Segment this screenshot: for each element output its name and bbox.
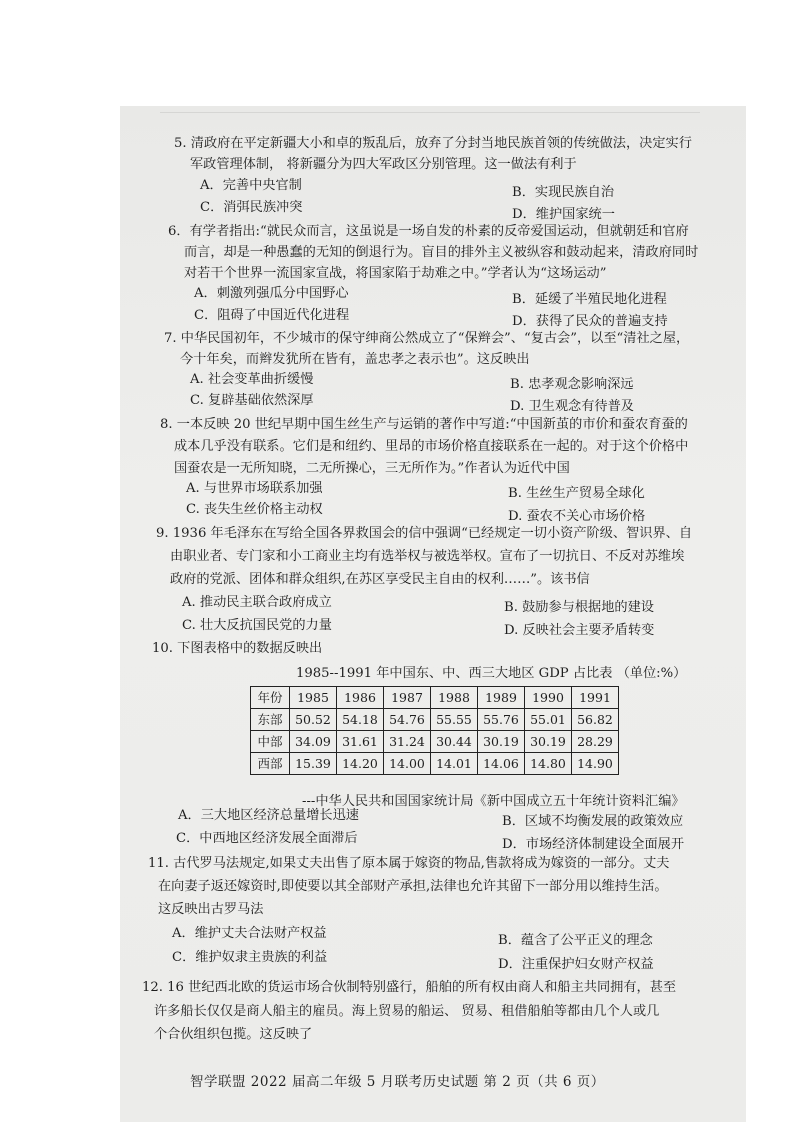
q11-option-c: C．维护奴隶主贵族的利益 — [172, 950, 328, 965]
q8-option-a: A. 与世界市场联系加强 — [186, 481, 323, 496]
q10-option-b: B．区域不均衡发展的政策效应 — [502, 814, 684, 829]
table-cell: 55.76 — [478, 709, 525, 731]
q11-stem-line-3: 这反映出古罗马法 — [158, 902, 264, 917]
table-title: 1985--1991 年中国东、中、西三大地区 GDP 占比表 （单位:%） — [296, 666, 687, 681]
q9-option-d: D. 反映社会主要矛盾转变 — [504, 623, 655, 638]
q6-option-b: B．延缓了半殖民地化进程 — [512, 292, 667, 307]
q11-stem-line-1: 11. 古代罗马法规定,如果丈夫出售了原本属于嫁资的物品,售款将成为嫁资的一部分。丈夫 — [148, 856, 670, 871]
q6-stem-line-2: 而言，却是一种愚蠢的无知的倒退行为。盲目的排外主义被纵容和鼓动起来，清政府同时 — [184, 245, 699, 260]
table-cell: 30.19 — [478, 731, 525, 753]
table-cell: 30.19 — [525, 731, 572, 753]
table-cell: 50.52 — [290, 709, 337, 731]
q9-stem-line-2: 由职业者、专门家和小工商业主均有选举权与被选举权。宣布了一切抗日、不反对苏维埃 — [170, 549, 685, 564]
table-cell: 14.90 — [572, 753, 619, 775]
table-cell: 14.80 — [525, 753, 572, 775]
q6-stem-line-3: 对若干个世界一流国家宣战，将国家陷于劫难之中。”学者认为“这场运动” — [184, 266, 607, 281]
q6-stem-line-1: 6．有学者指出:“就民众而言，这虽说是一场自发的朴素的反帝爱国运动，但就朝廷和官府 — [168, 224, 689, 239]
q6-option-c: C．阻碍了中国近代化进程 — [194, 308, 350, 323]
q7-stem-line-2: 今十年矣，而辫发犹所在皆有，盖忠孝之表示也”。这反映出 — [180, 352, 530, 367]
year-header: 1985 — [290, 687, 337, 709]
q9-stem-line-1: 9. 1936 年毛泽东在写给全国各界救国会的信中强调“已经规定一切小资产阶级、智识界、自 — [156, 526, 693, 541]
q11-option-a: A．维护丈夫合法财产权益 — [172, 926, 327, 941]
q7-option-c: C. 复辟基础依然深厚 — [190, 393, 314, 408]
q7-option-a: A. 社会变革曲折缓慢 — [190, 372, 314, 387]
region-label: 西部 — [251, 753, 290, 775]
year-header: 1987 — [384, 687, 431, 709]
q9-option-b: B. 鼓励参与根据地的建设 — [504, 600, 654, 615]
q7-stem-line-1: 7. 中华民国初年，不少城市的保守绅商公然成立了“保辫会”、“复古会”，以至“清社之屋， — [164, 331, 690, 346]
q6-option-d: D．获得了民众的普遍支持 — [512, 314, 668, 329]
q10-option-a: A．三大地区经济总量增长迅速 — [178, 808, 359, 823]
q5-stem-line-2: 军政管理体制， 将新疆分为四大军政区分别管理。这一做法有利于 — [190, 157, 577, 172]
q5-option-d: D．维护国家统一 — [512, 207, 615, 222]
table-cell: 15.39 — [290, 753, 337, 775]
q7-option-d: D. 卫生观念有待普及 — [510, 399, 634, 414]
bleed-through-header — [160, 112, 700, 127]
region-label: 东部 — [251, 709, 290, 731]
year-header: 1991 — [572, 687, 619, 709]
table-header-label: 年份 — [251, 687, 290, 709]
q8-option-d: D. 蚕农不关心市场价格 — [508, 509, 646, 524]
q5-option-b: B．实现民族自治 — [512, 185, 615, 200]
table-cell: 56.82 — [572, 709, 619, 731]
q11-option-d: D．注重保护妇女财产权益 — [498, 957, 654, 972]
q6-option-a: A．刺激列强瓜分中国野心 — [194, 286, 349, 301]
year-header: 1989 — [478, 687, 525, 709]
q7-option-b: B. 忠孝观念影响深远 — [510, 377, 634, 392]
q8-stem-line-3: 国蚕农是一无所知晓，二无所操心，三无所作为。”作者认为近代中国 — [174, 461, 570, 476]
q8-stem-line-1: 8. 一本反映 20 世纪早期中国生丝生产与运销的著作中写道:“中国新茧的市价和蚕农育蚕的 — [160, 417, 688, 432]
table-header-row — [251, 687, 619, 709]
q5-option-a: A．完善中央官制 — [200, 178, 302, 193]
gdp-share-table — [250, 686, 619, 775]
table-cell: 55.55 — [431, 709, 478, 731]
q9-option-a: A. 推动民主联合政府成立 — [182, 595, 332, 610]
table-cell: 54.18 — [337, 709, 384, 731]
table-cell: 31.24 — [384, 731, 431, 753]
year-header: 1990 — [525, 687, 572, 709]
q8-option-b: B. 生丝生产贸易全球化 — [508, 486, 645, 501]
table-row — [251, 753, 619, 775]
table-cell: 31.61 — [337, 731, 384, 753]
table-cell: 30.44 — [431, 731, 478, 753]
page-footer: 智学联盟 2022 届高二年级 5 月联考历史试题 第 2 页（共 6 页） — [190, 1074, 605, 1090]
table-row — [251, 731, 619, 753]
year-header: 1986 — [337, 687, 384, 709]
year-header: 1988 — [431, 687, 478, 709]
table-source: ---中华人民共和国国家统计局《新中国成立五十年统计资料汇编》 — [302, 794, 685, 809]
table-cell: 28.29 — [572, 731, 619, 753]
exam-page — [120, 106, 746, 1122]
table-cell: 14.06 — [478, 753, 525, 775]
q12-stem-line-2: 许多船长仅仅是商人船主的雇员。海上贸易的船运、 贸易、租借船舶等都由几个人或几 — [154, 1004, 660, 1019]
q8-stem-line-2: 成本几乎没有联系。它们是和纽约、里昂的市场价格直接联系在一起的。对于这个价格中 — [174, 439, 689, 454]
q9-stem-line-3: 政府的党派、团体和群众组织,在苏区享受民主自由的权利……”。该书信 — [170, 572, 590, 587]
table-cell: 34.09 — [290, 731, 337, 753]
q12-stem-line-3: 个合伙组织包揽。这反映了 — [154, 1027, 313, 1042]
table-cell: 14.01 — [431, 753, 478, 775]
q5-option-c: C．消弭民族冲突 — [200, 200, 303, 215]
table-cell: 55.01 — [525, 709, 572, 731]
table-cell: 14.00 — [384, 753, 431, 775]
table-cell: 54.76 — [384, 709, 431, 731]
q10-option-d: D．市场经济体制建设全面展开 — [502, 837, 685, 852]
q8-option-c: C. 丧失生丝价格主动权 — [186, 502, 323, 517]
q10-option-c: C．中西地区经济发展全面滞后 — [176, 831, 358, 846]
table-cell: 14.20 — [337, 753, 384, 775]
q10-stem: 10. 下图表格中的数据反映出 — [152, 641, 323, 656]
q11-option-b: B．蕴含了公平正义的理念 — [498, 933, 653, 948]
region-label: 中部 — [251, 731, 290, 753]
table-row — [251, 709, 619, 731]
q12-stem-line-1: 12. 16 世纪西北欧的货运市场合伙制特别盛行，船舶的所有权由商人和船主共同拥有，甚至 — [142, 980, 677, 995]
q5-stem-line-1: 5. 清政府在平定新疆大小和卓的叛乱后，放弃了分封当地民族首领的传统做法，决定实行 — [174, 136, 692, 151]
q9-option-c: C. 壮大反抗国民党的力量 — [182, 618, 332, 633]
q11-stem-line-2: 在向妻子返还嫁资时,即使要以其全部财产承担,法律也允许其留下一部分用以维持生活。 — [158, 879, 668, 894]
